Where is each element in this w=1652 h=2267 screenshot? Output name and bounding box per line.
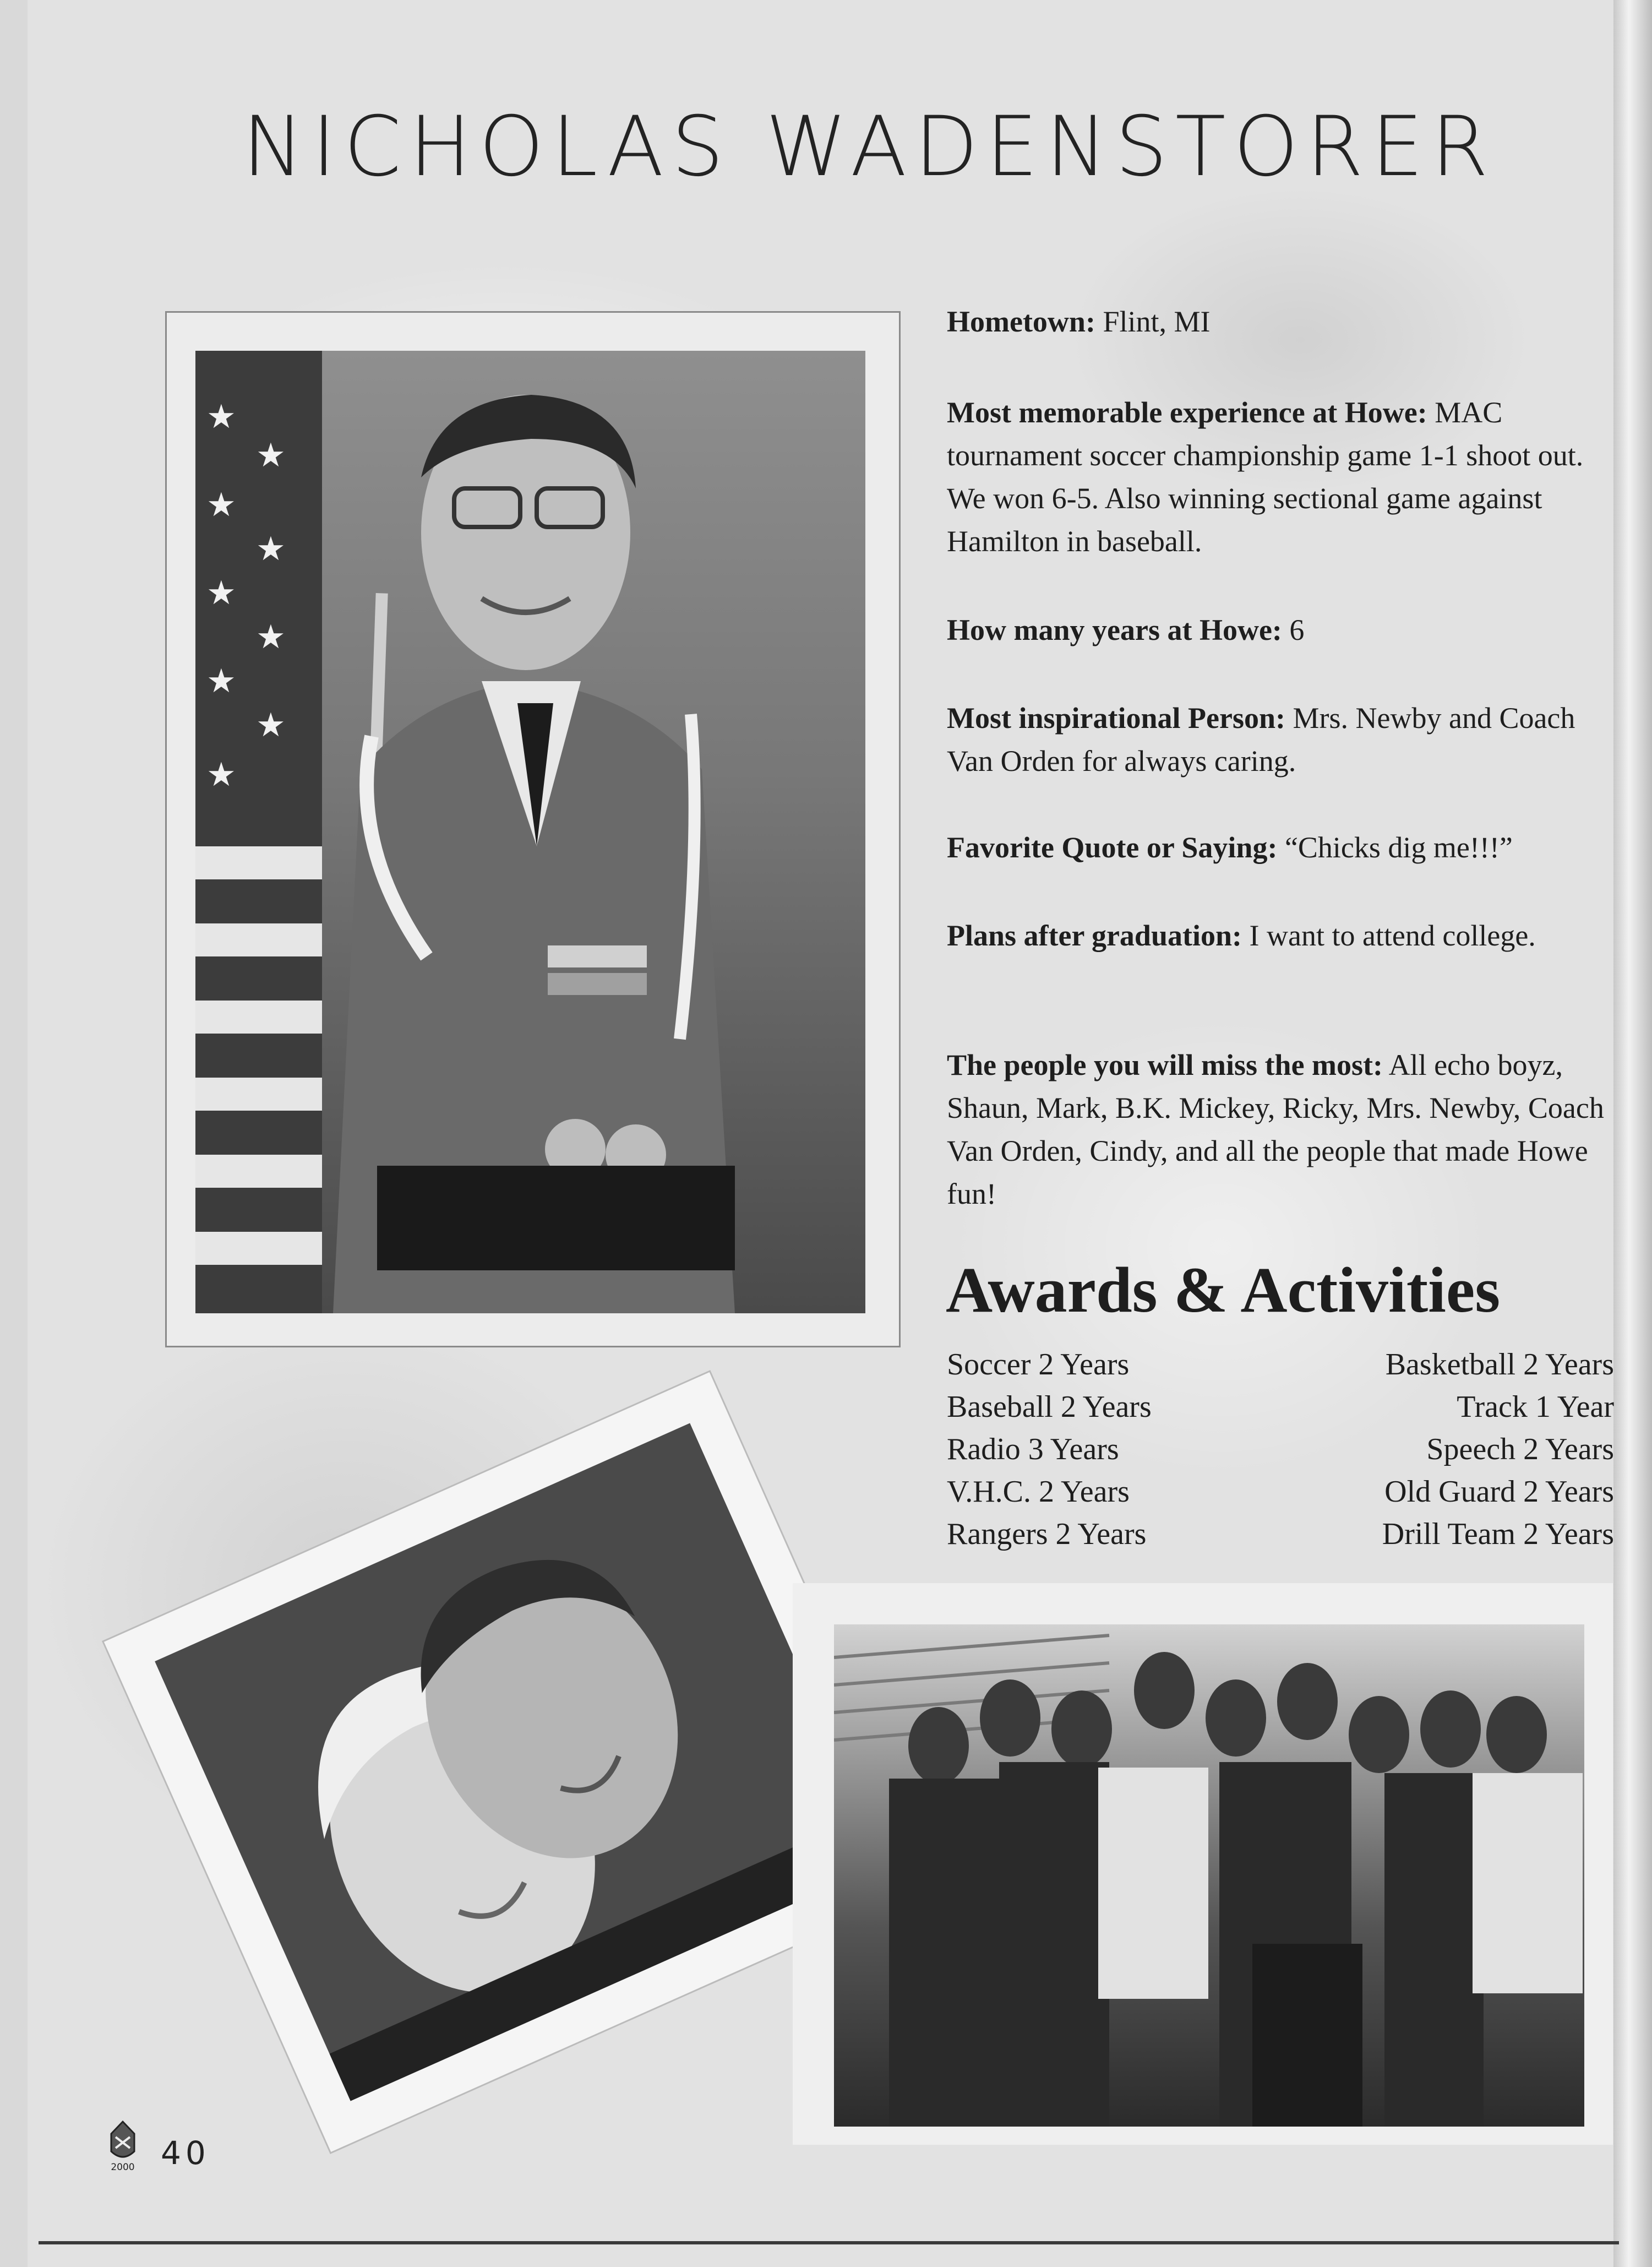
qa-hometown <box>947 300 1613 343</box>
qa-plans-after-graduation <box>947 914 1613 957</box>
svg-text:★: ★ <box>256 436 286 475</box>
award-item: Track 1 Year <box>1457 1390 1614 1424</box>
qa-answer: Flint, MI <box>1103 305 1211 338</box>
school-crest-icon <box>106 2117 140 2172</box>
svg-text:★: ★ <box>206 662 236 700</box>
qa-label: How many years at Howe: <box>947 613 1282 646</box>
qa-label: Hometown: <box>947 305 1095 338</box>
award-item: Basketball 2 Years <box>1385 1347 1614 1382</box>
awards-heading: Awards & Activities <box>946 1254 1501 1326</box>
award-item: Old Guard 2 Years <box>1384 1475 1614 1509</box>
award-item: Speech 2 Years <box>1426 1432 1614 1466</box>
qa-people-miss-most <box>947 1043 1613 1215</box>
svg-text:★: ★ <box>206 574 236 612</box>
award-item: Soccer 2 Years <box>947 1347 1130 1382</box>
qa-answer: MAC tournament soccer championship game 1-1 shoot out. We won 6-5. Also winning sectional game against Hamilton in baseball. <box>947 396 1584 558</box>
qa-label: Most inspirational Person: <box>947 702 1285 735</box>
qa-favorite-quote <box>947 826 1613 869</box>
award-item: V.H.C. 2 Years <box>947 1475 1130 1509</box>
crest-year-text: 2000 <box>111 2162 135 2172</box>
svg-text:★: ★ <box>206 398 236 436</box>
qa-answer: I want to attend college. <box>1249 919 1536 952</box>
qa-inspirational-person <box>947 697 1613 782</box>
svg-text:★: ★ <box>256 530 286 568</box>
page-spine-shadow <box>1613 0 1652 2267</box>
award-item: Rangers 2 Years <box>947 1517 1147 1551</box>
team-illustration <box>834 1624 1584 2127</box>
portrait-illustration <box>195 351 865 1313</box>
qa-answer: All echo boyz, Shaun, Mark, B.K. Mickey, Ricky, Mrs. Newby, Coach Van Orden, Cindy, and all the people that made Howe fun! <box>947 1048 1604 1210</box>
qa-answer: Mrs. Newby and Coach Van Orden for always caring. <box>947 702 1575 778</box>
svg-text:★: ★ <box>206 755 236 794</box>
svg-text:★: ★ <box>256 618 286 656</box>
awards-left-column <box>947 1344 1152 1556</box>
qa-label: Most memorable experience at Howe: <box>947 396 1427 429</box>
svg-text:★: ★ <box>206 486 236 524</box>
award-item: Radio 3 Years <box>947 1432 1119 1466</box>
team-photo <box>834 1624 1584 2127</box>
qa-label: Plans after graduation: <box>947 919 1242 952</box>
page-title: NICHOLAS WADENSTORER <box>242 99 1496 195</box>
qa-answer: “Chicks dig me!!!” <box>1284 831 1513 864</box>
award-item: Baseball 2 Years <box>947 1390 1152 1424</box>
qa-answer: 6 <box>1289 613 1305 646</box>
qa-label: The people you will miss the most: <box>947 1048 1383 1081</box>
senior-portrait-photo <box>195 351 865 1313</box>
svg-text:★: ★ <box>256 706 286 744</box>
qa-years-at-howe <box>947 608 1613 651</box>
qa-label: Favorite Quote or Saying: <box>947 831 1278 864</box>
bottom-rule <box>39 2241 1619 2244</box>
awards-right-column <box>1266 1344 1614 1556</box>
award-item: Drill Team 2 Years <box>1382 1517 1614 1551</box>
qa-memorable-experience <box>947 391 1613 563</box>
page-number: 40 <box>161 2134 210 2172</box>
